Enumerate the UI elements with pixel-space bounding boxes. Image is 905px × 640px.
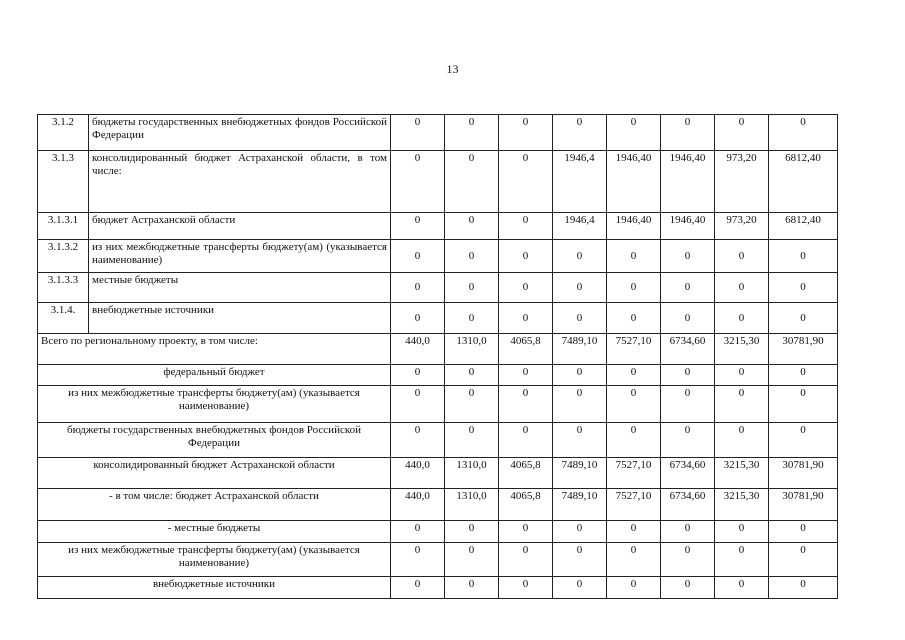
value-cell: 0 [715, 273, 769, 303]
value-cell: 7527,10 [607, 334, 661, 365]
value-cell: 0 [445, 423, 499, 458]
value-cell: 4065,8 [499, 334, 553, 365]
value-cell: 0 [607, 423, 661, 458]
value-cell: 0 [661, 386, 715, 423]
value-cell: 1310,0 [445, 334, 499, 365]
total-row [38, 334, 838, 365]
value-cell: 440,0 [391, 458, 445, 489]
value-cell: 0 [661, 543, 715, 577]
value-cell: 0 [661, 303, 715, 334]
value-cell: 0 [715, 303, 769, 334]
row-code-cell: 3.1.3.2 [38, 240, 89, 273]
value-cell: 0 [499, 521, 553, 543]
value-cell: 1946,40 [607, 151, 661, 213]
row-name-cell: консолидированный бюджет Астраханской области, в том числе: [89, 151, 391, 213]
value-cell: 0 [391, 213, 445, 240]
value-cell: 1946,40 [661, 213, 715, 240]
value-cell: 0 [391, 365, 445, 386]
value-cell: 0 [715, 543, 769, 577]
value-cell: 0 [607, 577, 661, 599]
page-number: 13 [446, 62, 459, 76]
value-cell: 0 [391, 115, 445, 151]
row-code-cell: 3.1.3 [38, 151, 89, 213]
value-cell: 6734,60 [661, 489, 715, 521]
value-cell: 0 [499, 240, 553, 273]
value-cell: 0 [715, 577, 769, 599]
value-cell: 0 [715, 386, 769, 423]
value-cell: 7489,10 [553, 489, 607, 521]
value-cell: 0 [445, 273, 499, 303]
value-cell: 3215,30 [715, 489, 769, 521]
value-cell: 0 [607, 543, 661, 577]
value-cell: 0 [499, 273, 553, 303]
value-cell: 7527,10 [607, 458, 661, 489]
value-cell: 0 [445, 386, 499, 423]
value-cell: 0 [553, 543, 607, 577]
value-cell: 0 [445, 240, 499, 273]
budget-table [37, 114, 838, 599]
value-cell: 0 [499, 543, 553, 577]
row-name-cell: внебюджетные источники [89, 303, 391, 334]
value-cell: 0 [661, 521, 715, 543]
value-cell: 0 [661, 115, 715, 151]
row-name-cell: местные бюджеты [89, 273, 391, 303]
value-cell: 0 [499, 423, 553, 458]
summary-row-name-cell: бюджеты государственных внебюджетных фондов Российской Федерации [38, 423, 391, 458]
value-cell: 0 [445, 303, 499, 334]
value-cell: 0 [607, 521, 661, 543]
value-cell: 0 [445, 365, 499, 386]
value-cell: 6812,40 [769, 151, 838, 213]
value-cell: 3215,30 [715, 458, 769, 489]
value-cell: 0 [391, 273, 445, 303]
value-cell: 0 [607, 303, 661, 334]
value-cell: 0 [499, 115, 553, 151]
value-cell: 1946,40 [607, 213, 661, 240]
value-cell: 440,0 [391, 334, 445, 365]
value-cell: 0 [769, 543, 838, 577]
value-cell: 0 [769, 273, 838, 303]
summary-row-name-cell: из них межбюджетные трансферты бюджету(ам) (указывается наименование) [38, 543, 391, 577]
value-cell: 0 [661, 577, 715, 599]
summary-row [38, 386, 838, 423]
value-cell: 0 [553, 577, 607, 599]
value-cell: 3215,30 [715, 334, 769, 365]
value-cell: 0 [499, 386, 553, 423]
summary-row [38, 543, 838, 577]
value-cell: 0 [499, 577, 553, 599]
value-cell: 0 [391, 521, 445, 543]
value-cell: 0 [445, 577, 499, 599]
value-cell: 7527,10 [607, 489, 661, 521]
value-cell: 0 [553, 303, 607, 334]
summary-row-name-cell: консолидированный бюджет Астраханской области [38, 458, 391, 489]
value-cell: 0 [769, 303, 838, 334]
value-cell: 0 [769, 521, 838, 543]
value-cell: 7489,10 [553, 334, 607, 365]
summary-row [38, 423, 838, 458]
value-cell: 0 [391, 386, 445, 423]
summary-row [38, 365, 838, 386]
value-cell: 0 [607, 273, 661, 303]
value-cell: 440,0 [391, 489, 445, 521]
value-cell: 0 [391, 423, 445, 458]
value-cell: 0 [715, 365, 769, 386]
value-cell: 0 [607, 365, 661, 386]
value-cell: 6812,40 [769, 213, 838, 240]
value-cell: 0 [661, 240, 715, 273]
value-cell: 0 [661, 273, 715, 303]
value-cell: 0 [769, 240, 838, 273]
value-cell: 973,20 [715, 151, 769, 213]
row-name-cell: бюджеты государственных внебюджетных фондов Российской Федерации [89, 115, 391, 151]
value-cell: 0 [499, 213, 553, 240]
summary-row-name-cell: - в том числе: бюджет Астраханской области [38, 489, 391, 521]
value-cell: 1310,0 [445, 458, 499, 489]
value-cell: 0 [391, 577, 445, 599]
summary-row-name-cell: - местные бюджеты [38, 521, 391, 543]
value-cell: 0 [553, 423, 607, 458]
value-cell: 0 [553, 365, 607, 386]
budget-table-body [38, 115, 838, 599]
row-name-cell: из них межбюджетные трансферты бюджету(ам) (указывается наименование) [89, 240, 391, 273]
value-cell: 0 [715, 423, 769, 458]
value-cell: 0 [445, 213, 499, 240]
value-cell: 7489,10 [553, 458, 607, 489]
value-cell: 0 [715, 521, 769, 543]
summary-row-name-cell: федеральный бюджет [38, 365, 391, 386]
total-row-name-cell: Всего по региональному проекту, в том числе: [38, 334, 391, 365]
value-cell: 0 [445, 543, 499, 577]
value-cell: 0 [553, 273, 607, 303]
table-row [38, 151, 838, 213]
value-cell: 0 [553, 386, 607, 423]
value-cell: 0 [769, 365, 838, 386]
value-cell: 4065,8 [499, 489, 553, 521]
value-cell: 0 [499, 151, 553, 213]
summary-row [38, 521, 838, 543]
value-cell: 0 [769, 386, 838, 423]
value-cell: 0 [715, 240, 769, 273]
value-cell: 0 [715, 115, 769, 151]
row-name-cell: бюджет Астраханской области [89, 213, 391, 240]
table-row [38, 240, 838, 273]
value-cell: 0 [607, 115, 661, 151]
value-cell: 0 [553, 521, 607, 543]
value-cell: 0 [769, 577, 838, 599]
table-row [38, 213, 838, 240]
value-cell: 30781,90 [769, 334, 838, 365]
value-cell: 0 [391, 151, 445, 213]
value-cell: 0 [445, 521, 499, 543]
value-cell: 1946,4 [553, 213, 607, 240]
summary-row-name-cell: из них межбюджетные трансферты бюджету(ам) (указывается наименование) [38, 386, 391, 423]
table-row [38, 273, 838, 303]
value-cell: 0 [391, 240, 445, 273]
value-cell: 0 [445, 151, 499, 213]
summary-row [38, 489, 838, 521]
value-cell: 0 [391, 303, 445, 334]
value-cell: 0 [769, 115, 838, 151]
value-cell: 6734,60 [661, 458, 715, 489]
value-cell: 0 [445, 115, 499, 151]
value-cell: 4065,8 [499, 458, 553, 489]
value-cell: 30781,90 [769, 458, 838, 489]
summary-row [38, 577, 838, 599]
value-cell: 1946,4 [553, 151, 607, 213]
value-cell: 0 [553, 115, 607, 151]
summary-row [38, 458, 838, 489]
value-cell: 1946,40 [661, 151, 715, 213]
value-cell: 0 [499, 365, 553, 386]
summary-row-name-cell: внебюджетные источники [38, 577, 391, 599]
value-cell: 973,20 [715, 213, 769, 240]
row-code-cell: 3.1.4. [38, 303, 89, 334]
value-cell: 0 [391, 543, 445, 577]
value-cell: 0 [607, 386, 661, 423]
value-cell: 0 [769, 423, 838, 458]
table-row [38, 303, 838, 334]
value-cell: 0 [607, 240, 661, 273]
table-row [38, 115, 838, 151]
value-cell: 0 [499, 303, 553, 334]
value-cell: 30781,90 [769, 489, 838, 521]
value-cell: 1310,0 [445, 489, 499, 521]
value-cell: 0 [661, 365, 715, 386]
row-code-cell: 3.1.2 [38, 115, 89, 151]
row-code-cell: 3.1.3.1 [38, 213, 89, 240]
value-cell: 6734,60 [661, 334, 715, 365]
value-cell: 0 [661, 423, 715, 458]
value-cell: 0 [553, 240, 607, 273]
row-code-cell: 3.1.3.3 [38, 273, 89, 303]
